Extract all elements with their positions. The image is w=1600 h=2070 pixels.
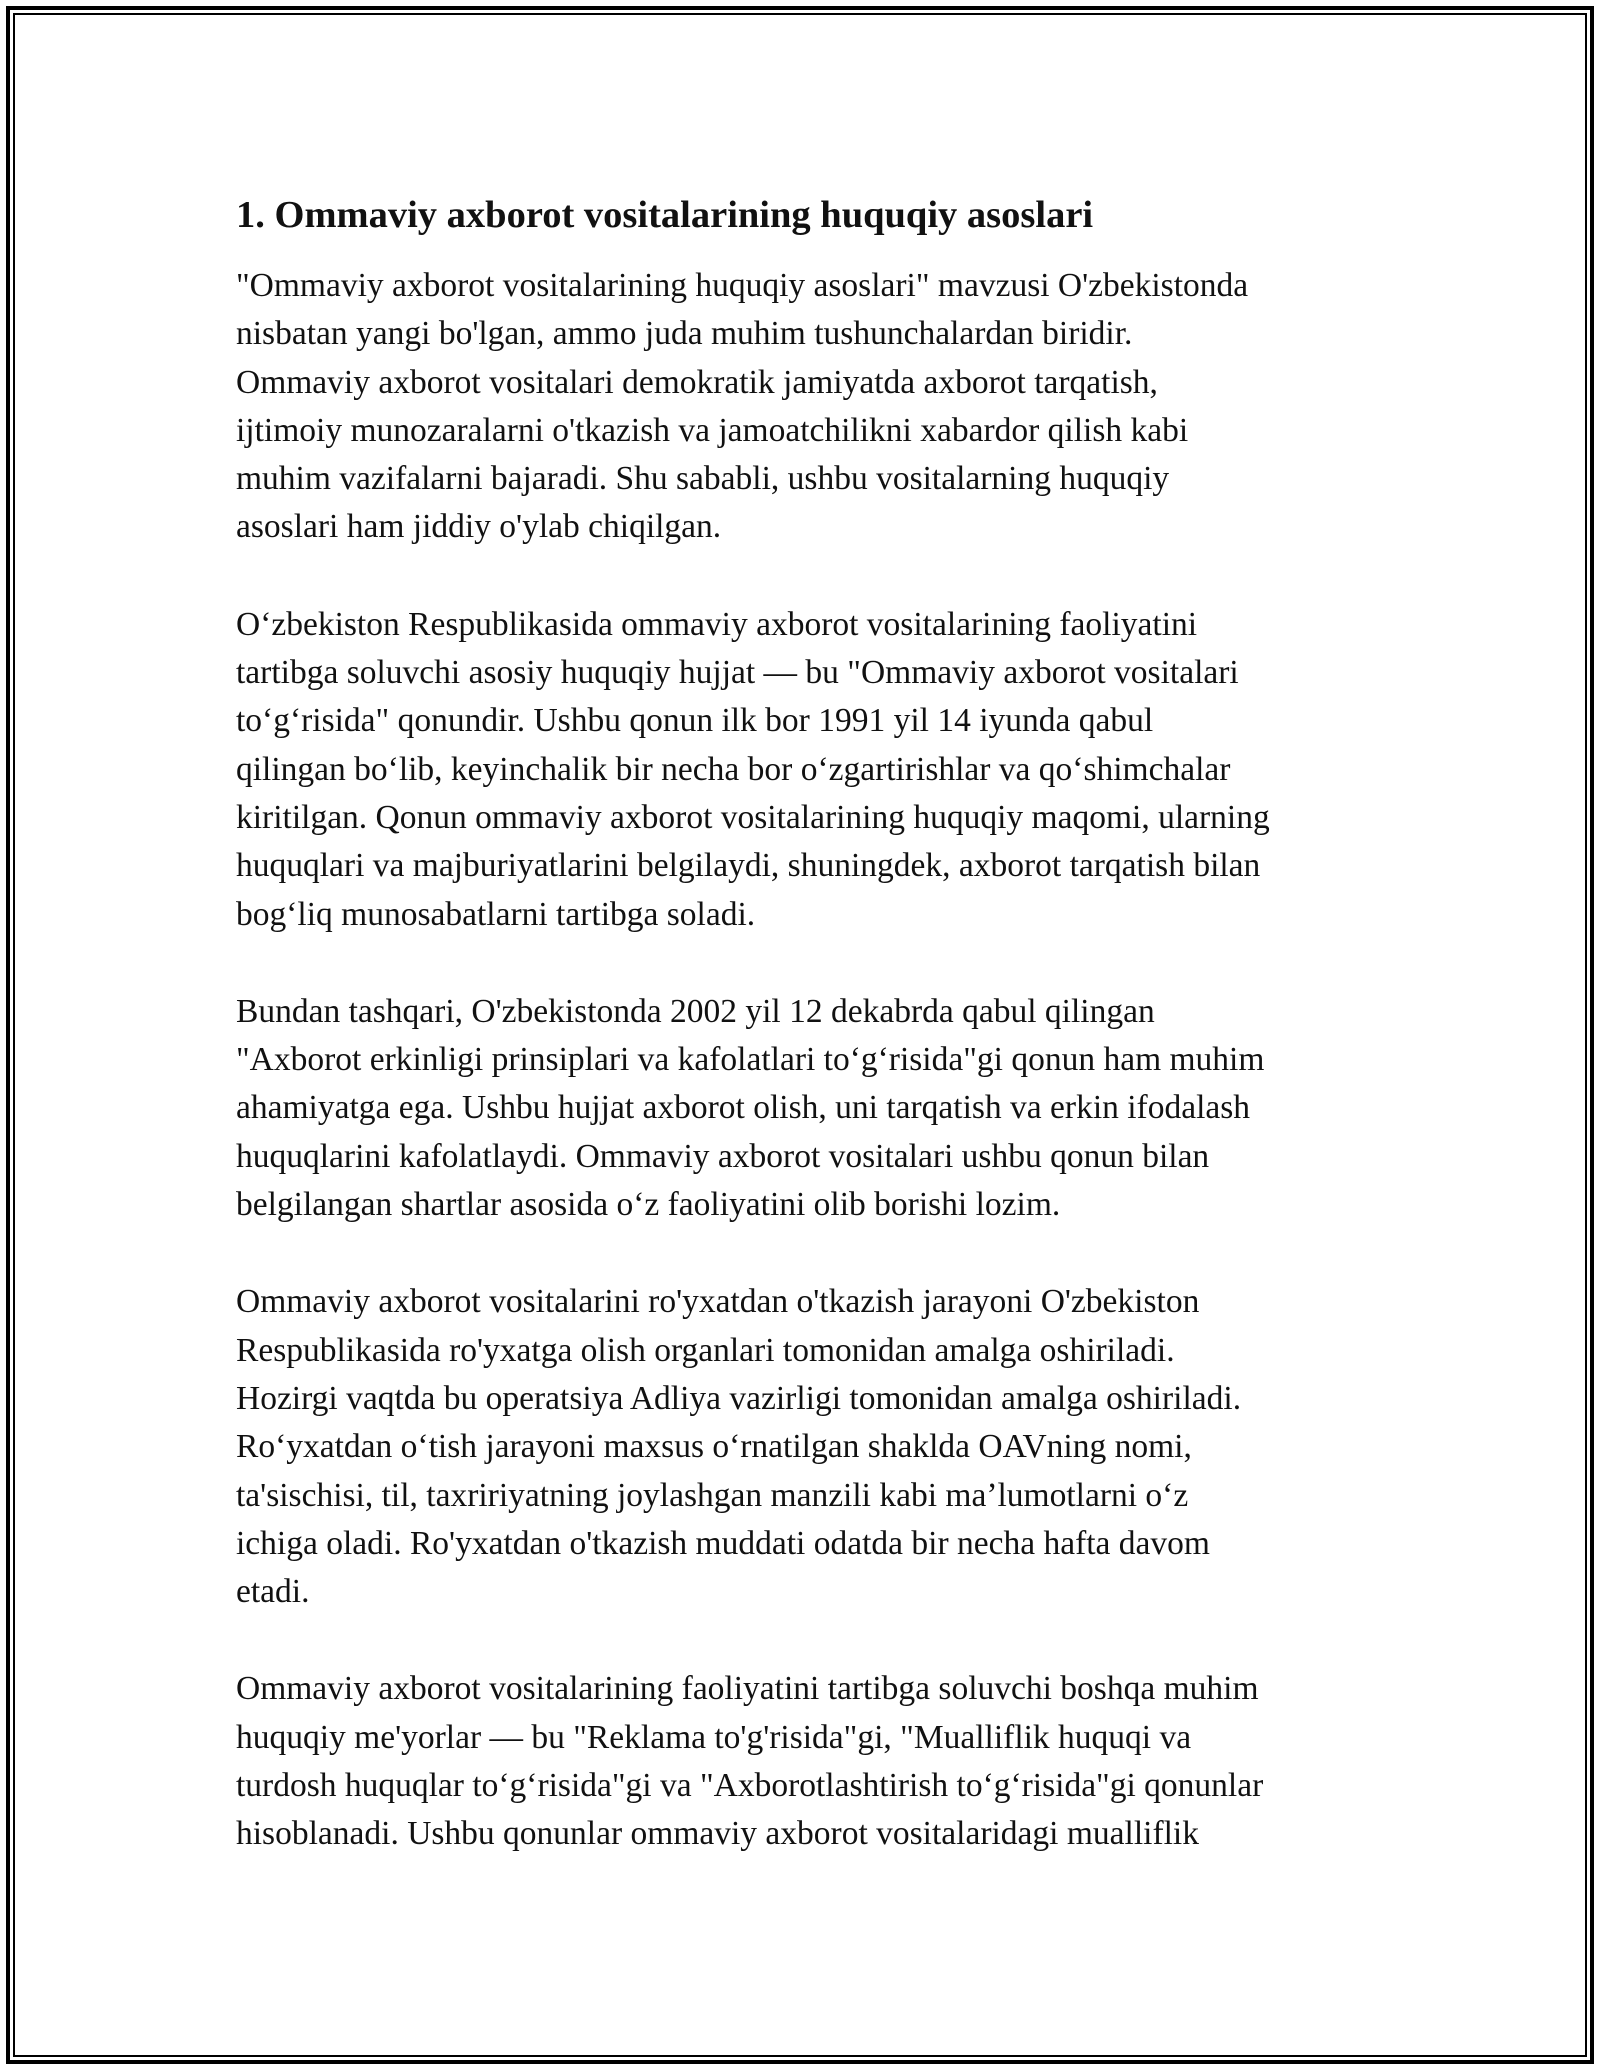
text-line: ijtimoiy munozaralarni o'tkazish va jamoatchilikni xabardor qilish kabi	[236, 411, 1189, 449]
text-line: etadi.	[236, 1573, 310, 1611]
text-line: huquqlari va majburiyatlarini belgilaydi, shuningdek, axborot tarqatish bilan	[236, 847, 1261, 885]
text-line: belgilangan shartlar asosida oʻz faoliyatini olib borishi lozim.	[236, 1186, 1061, 1224]
paragraph-2	[236, 601, 1386, 939]
text-line: asoslari ham jiddiy o'ylab chiqilgan.	[236, 508, 722, 546]
text-line: Roʻyxatdan oʻtish jarayoni maxsus oʻrnatilgan shaklda OAVning nomi,	[236, 1428, 1192, 1466]
text-line: Ommaviy axborot vositalari demokratik jamiyatda axborot tarqatish,	[236, 363, 1158, 401]
text-line: qilingan boʻlib, keyinchalik bir necha bor oʻzgartirishlar va qoʻshimchalar	[236, 750, 1231, 788]
paragraph-4	[236, 1278, 1386, 1616]
text-line: Oʻzbekiston Respublikasida ommaviy axborot vositalarining faoliyatini	[236, 605, 1198, 643]
text-line: nisbatan yangi bo'lgan, ammo juda muhim tushunchalardan biridir.	[236, 315, 1133, 353]
text-line: ichiga oladi. Ro'yxatdan o'tkazish muddati odatda bir necha hafta davom	[236, 1524, 1210, 1562]
text-line: Ommaviy axborot vositalarini ro'yxatdan o'tkazish jarayoni O'zbekiston	[236, 1283, 1200, 1321]
text-line: Hozirgi vaqtda bu operatsiya Adliya vazirligi tomonidan amalga oshiriladi.	[236, 1379, 1242, 1417]
text-line: kiritilgan. Qonun ommaviy axborot vositalarining huquqiy maqomi, ularning	[236, 798, 1270, 836]
text-line: turdosh huquqlar toʻgʻrisida"gi va "Axborotlashtirish toʻgʻrisida"gi qonunlar	[236, 1767, 1264, 1805]
text-line: "Ommaviy axborot vositalarining huquqiy asoslari" mavzusi O'zbekistonda	[236, 267, 1249, 304]
text-line: muhim vazifalarni bajaradi. Shu sababli, ushbu vositalarning huquqiy	[236, 460, 1170, 498]
text-line: huquqlarini kafolatlaydi. Ommaviy axborot vositalari ushbu qonun bilan	[236, 1137, 1210, 1175]
text-line: huquqiy me'yorlar — bu "Reklama to'g'risida"gi, "Mualliflik huquqi va	[236, 1718, 1192, 1756]
paragraph-1	[236, 262, 1386, 552]
text-line: Ommaviy axborot vositalarining faoliyatini tartibga soluvchi boshqa muhim	[236, 1670, 1259, 1708]
text-line: "Axborot erkinligi prinsiplari va kafolatlari toʻgʻrisida"gi qonun ham muhim	[236, 1041, 1265, 1079]
paragraph-3	[236, 988, 1386, 1229]
paragraph-5	[236, 1665, 1386, 1858]
text-line: bogʻliq munosabatlarni tartibga soladi.	[236, 895, 756, 933]
text-line: Bundan tashqari, O'zbekistonda 2002 yil 12 dekabrda qabul qilingan	[236, 992, 1155, 1030]
document-body	[236, 184, 1386, 1908]
text-line: ahamiyatga ega. Ushbu hujjat axborot olish, uni tarqatish va erkin ifodalash	[236, 1089, 1251, 1127]
text-line: ta'sischisi, til, taxririyatning joylashgan manzili kabi maʼlumotlarni oʻz	[236, 1476, 1189, 1514]
text-line: toʻgʻrisida" qonundir. Ushbu qonun ilk bor 1991 yil 14 iyunda qabul	[236, 702, 1154, 740]
section-title: 1. Ommaviy axborot vositalarining huquqiy asoslari	[236, 194, 1094, 236]
text-line: Respublikasida ro'yxatga olish organlari tomonidan amalga oshiriladi.	[236, 1331, 1175, 1369]
text-line: hisoblanadi. Ushbu qonunlar ommaviy axborot vositalaridagi mualliflik	[236, 1815, 1199, 1853]
text-line: tartibga soluvchi asosiy huquqiy hujjat — bu "Ommaviy axborot vositalari	[236, 654, 1239, 692]
